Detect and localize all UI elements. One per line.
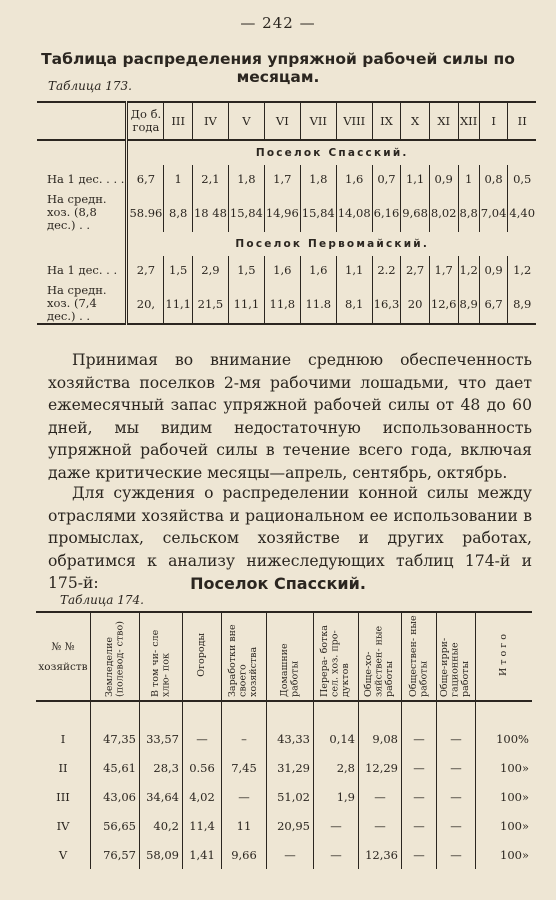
cell: 43,06 <box>91 782 140 811</box>
cell: 7,04 <box>479 193 508 232</box>
table-row <box>37 165 536 193</box>
cell: 1,1 <box>401 165 430 193</box>
cell: 33,57 <box>140 724 183 753</box>
cell: 0.56 <box>183 753 222 782</box>
cell: 2,7 <box>127 256 164 284</box>
cell: — <box>402 782 437 811</box>
cell: — <box>437 724 476 753</box>
header-cell: III <box>164 102 193 140</box>
cell: 14,96 <box>264 193 300 232</box>
cell: 2,7 <box>401 256 430 284</box>
cell: — <box>402 811 437 840</box>
table-row <box>37 193 536 232</box>
cell: 11,8 <box>264 284 300 324</box>
row-label: На средн. хоз. (8,8 дес.) . . <box>47 192 107 232</box>
cell: 8,8 <box>164 193 193 232</box>
cell: — <box>183 724 222 753</box>
cell: 15,84 <box>300 193 336 232</box>
row-label: На средн. хоз. (7,4 дес.) . . <box>37 284 127 324</box>
cell: 11.8 <box>300 284 336 324</box>
header-cell: Огороды <box>183 612 222 701</box>
cell: 1,5 <box>164 256 193 284</box>
cell: 1,2 <box>508 256 536 284</box>
cell: 1,5 <box>228 256 264 284</box>
cell: 12,29 <box>359 753 402 782</box>
section-title: Поселок Спасский. <box>127 140 536 165</box>
cell: 11,1 <box>164 284 193 324</box>
cell: 12,6 <box>429 284 458 324</box>
header-cell: В том чи- сле хлю- пок <box>140 612 183 701</box>
cell: – <box>222 724 267 753</box>
cell: 1,6 <box>264 256 300 284</box>
table-header-row <box>36 612 532 701</box>
cell: 58.96 <box>127 193 164 232</box>
header-cell: Домашние работы <box>267 612 314 701</box>
header-cell: № № хозяйств <box>36 612 91 701</box>
cell: 2,9 <box>192 256 228 284</box>
header-cell: VII <box>300 102 336 140</box>
cell: 4,02 <box>183 782 222 811</box>
cell: 100» <box>476 753 533 782</box>
cell: 0,5 <box>508 165 536 193</box>
cell: 100» <box>476 840 533 869</box>
header-cell: Обще-ирри- гационные работы <box>437 612 476 701</box>
cell: 20,95 <box>267 811 314 840</box>
cell: — <box>437 782 476 811</box>
cell: 2.2 <box>372 256 401 284</box>
row-label: I <box>60 731 66 746</box>
cell: 7,45 <box>222 753 267 782</box>
cell: 1,7 <box>429 256 458 284</box>
cell: 1,8 <box>228 165 264 193</box>
header-cell: VIII <box>336 102 372 140</box>
section-title: Поселок Первомайский. <box>127 232 536 256</box>
cell: 47,35 <box>91 724 140 753</box>
header-cell: IX <box>372 102 401 140</box>
cell: 34,64 <box>140 782 183 811</box>
table-174-title: Поселок Спасский. <box>190 574 366 593</box>
header-cell: VI <box>264 102 300 140</box>
table-174-caption: Таблица 174. <box>60 593 144 607</box>
cell: 8,9 <box>458 284 479 324</box>
cell: — <box>402 840 437 869</box>
cell: 1,41 <box>183 840 222 869</box>
header-cell: Заработки вне своего хозяйства <box>222 612 267 701</box>
cell: 11,4 <box>183 811 222 840</box>
cell: — <box>437 840 476 869</box>
cell: 6,16 <box>372 193 401 232</box>
header-cell: Перера- ботка сел. хоз. про- дуктов <box>314 612 359 701</box>
header-cell: V <box>228 102 264 140</box>
cell: — <box>402 724 437 753</box>
cell: 0,7 <box>372 165 401 193</box>
cell: 8,9 <box>508 284 536 324</box>
cell: 40,2 <box>140 811 183 840</box>
cell: — <box>314 840 359 869</box>
paragraph-1: Принимая во внимание среднюю обеспеченность хозяйства поселков 2-мя рабочими лошадьми, что дает ежемесячный запас упряжной рабочей силы от 48 до 60 дней, мы видим недостаточную использованность упряжной рабочей силы в течение всего года, включая даже критические месяцы—апрель, сентябрь, октябрь. <box>48 351 532 482</box>
header-cell: Земледелие (полевод- ство) <box>91 612 140 701</box>
cell: — <box>437 811 476 840</box>
row-label: На 1 дес. . . . <box>47 171 125 186</box>
cell: 14,08 <box>336 193 372 232</box>
table-row <box>36 724 532 753</box>
cell: 31,29 <box>267 753 314 782</box>
cell: 16,3 <box>372 284 401 324</box>
cell: 6,7 <box>127 165 164 193</box>
section-row <box>37 140 536 165</box>
cell: 8,02 <box>429 193 458 232</box>
cell: 0,14 <box>314 724 359 753</box>
cell: 1,1 <box>336 256 372 284</box>
table-row <box>37 256 536 284</box>
cell: 1 <box>458 165 479 193</box>
cell: 100% <box>476 724 533 753</box>
table-row <box>36 811 532 840</box>
cell: — <box>267 840 314 869</box>
header-cell: XI <box>429 102 458 140</box>
cell: 1,9 <box>314 782 359 811</box>
cell: 100» <box>476 811 533 840</box>
row-label: V <box>58 847 68 862</box>
cell: 11,1 <box>228 284 264 324</box>
cell: 20 <box>401 284 430 324</box>
cell: 9,66 <box>222 840 267 869</box>
header-cell: До б. года <box>127 102 164 140</box>
cell: 9,68 <box>401 193 430 232</box>
cell: 6,7 <box>479 284 508 324</box>
cell: 8,1 <box>336 284 372 324</box>
cell: 58,09 <box>140 840 183 869</box>
cell: 4,40 <box>508 193 536 232</box>
cell: 11 <box>222 811 267 840</box>
header-cell: XII <box>458 102 479 140</box>
cell: — <box>222 782 267 811</box>
cell: 21,5 <box>192 284 228 324</box>
cell: 51,02 <box>267 782 314 811</box>
page-number: — 242 — <box>240 14 316 32</box>
cell: 12,36 <box>359 840 402 869</box>
table-173-title: Таблица распределения упряжной рабочей силы по месяцам. <box>41 50 515 86</box>
header-label-cell <box>37 102 127 140</box>
cell: 2,8 <box>314 753 359 782</box>
table-173-caption: Таблица 173. <box>48 79 132 93</box>
table-173 <box>37 101 536 325</box>
cell: 45,61 <box>91 753 140 782</box>
cell: 0,9 <box>479 256 508 284</box>
cell: 56,65 <box>91 811 140 840</box>
cell: 1 <box>164 165 193 193</box>
cell: 28,3 <box>140 753 183 782</box>
cell: 15,84 <box>228 193 264 232</box>
row-label: IV <box>56 818 70 833</box>
section-row <box>37 232 536 256</box>
cell: 1,8 <box>300 165 336 193</box>
cell: — <box>359 811 402 840</box>
cell: 0,8 <box>479 165 508 193</box>
table-174 <box>36 611 532 869</box>
cell: 76,57 <box>91 840 140 869</box>
header-cell: IV <box>192 102 228 140</box>
cell: 1,6 <box>336 165 372 193</box>
cell: — <box>359 782 402 811</box>
header-cell: I <box>479 102 508 140</box>
table-row <box>36 782 532 811</box>
cell: 43,33 <box>267 724 314 753</box>
paragraph-2: Для суждения о распределении конной силы между отраслями хозяйства и рациональном ее использовании в промыслах, сельском хозяйстве и других работах, обратимся к анализу нижеследующих таблиц 174-й и 175-й: <box>48 484 532 592</box>
table-row <box>36 840 532 869</box>
header-cell: II <box>508 102 536 140</box>
cell: 1,6 <box>300 256 336 284</box>
cell: — <box>402 753 437 782</box>
header-cell: X <box>401 102 430 140</box>
cell: — <box>314 811 359 840</box>
cell: 18 48 <box>192 193 228 232</box>
table-row <box>36 753 532 782</box>
cell: 9,08 <box>359 724 402 753</box>
cell: 100» <box>476 782 533 811</box>
cell: 2,1 <box>192 165 228 193</box>
cell: 1,2 <box>458 256 479 284</box>
header-cell: Обществен- ные работы <box>402 612 437 701</box>
header-cell: И т о г о <box>476 612 533 701</box>
cell: 0,9 <box>429 165 458 193</box>
cell: 20, <box>127 284 164 324</box>
row-label: III <box>56 789 70 804</box>
cell: 1,7 <box>264 165 300 193</box>
table-header-row <box>37 102 536 140</box>
cell: 8,8 <box>458 193 479 232</box>
row-label: II <box>58 760 68 775</box>
cell: — <box>437 753 476 782</box>
header-cell: Обще-хо- зяйствен- ные работы <box>359 612 402 701</box>
row-label: На 1 дес. . . <box>47 262 118 277</box>
table-row <box>37 284 536 324</box>
